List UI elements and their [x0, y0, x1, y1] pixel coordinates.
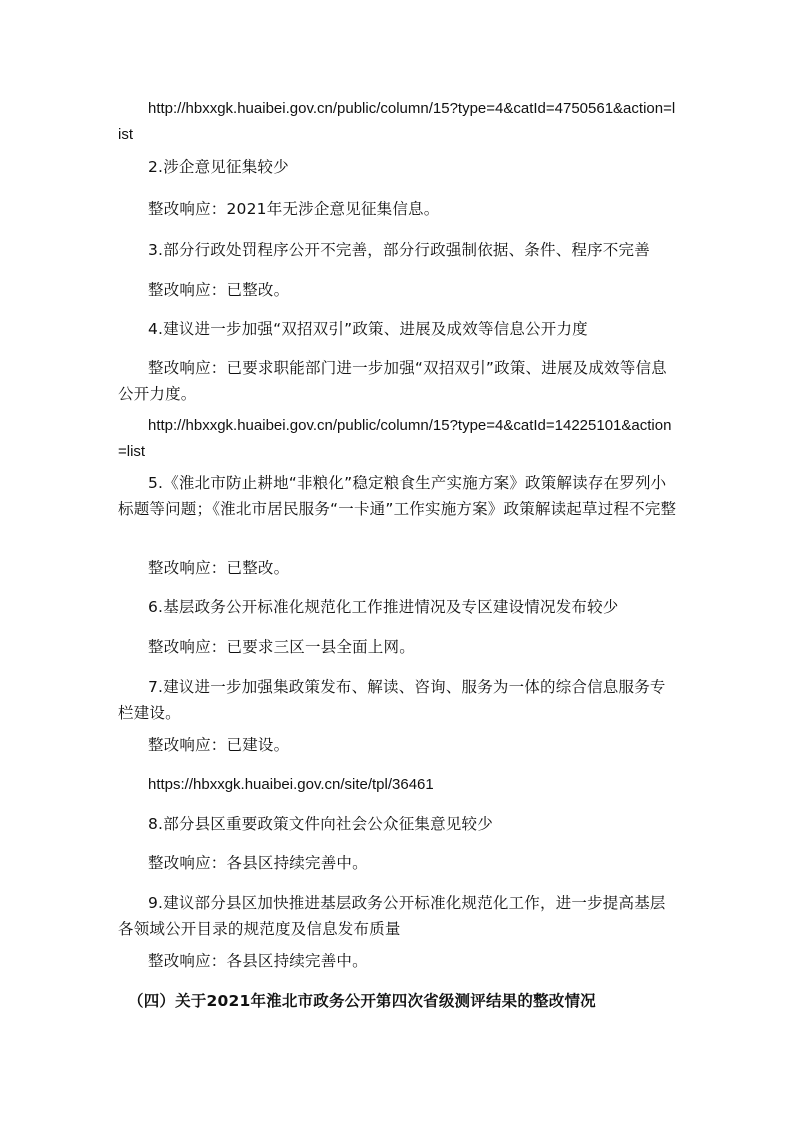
issue-item: 4.建议进一步加强“双招双引”政策、进展及成效等信息公开力度	[148, 320, 588, 338]
rectification-response: 整改响应：已要求职能部门进一步加强“双招双引”政策、进展及成效等信息公开力度。	[118, 359, 667, 403]
issue-item: 9.建议部分县区加快推进基层政务公开标准化规范化工作，进一步提高基层各领域公开目录的规范度及信息发布质量	[118, 894, 666, 938]
rectification-response: 整改响应：各县区持续完善中。	[148, 854, 368, 872]
rectification-response: 整改响应：2021年无涉企意见征集信息。	[148, 200, 440, 218]
url-paragraph[interactable]: http://hbxxgk.huaibei.gov.cn/public/column/15?type=4&catId=4750561&action=list	[118, 100, 676, 143]
issue-item: 3.部分行政处罚程序公开不完善，部分行政强制依据、条件、程序不完善	[148, 241, 650, 259]
issue-item: 8.部分县区重要政策文件向社会公众征集意见较少	[148, 815, 493, 833]
issue-item: 6.基层政务公开标准化规范化工作推进情况及专区建设情况发布较少	[148, 598, 619, 616]
rectification-response: 整改响应：已整改。	[148, 281, 290, 299]
issue-item: 7.建议进一步加强集政策发布、解读、咨询、服务为一体的综合信息服务专栏建设。	[118, 678, 666, 722]
url-paragraph[interactable]: http://hbxxgk.huaibei.gov.cn/public/column/15?type=4&catId=14225101&action=list	[118, 417, 672, 460]
rectification-response: 整改响应：已要求三区一县全面上网。	[148, 638, 415, 656]
rectification-response: 整改响应：已整改。	[148, 559, 290, 577]
issue-item: 2.涉企意见征集较少	[148, 158, 289, 176]
rectification-response: 整改响应：各县区持续完善中。	[148, 952, 368, 970]
url-paragraph[interactable]: https://hbxxgk.huaibei.gov.cn/site/tpl/36461	[148, 776, 434, 793]
issue-item: 5.《淮北市防止耕地“非粮化”稳定粮食生产实施方案》政策解读存在罗列小标题等问题；《淮北市居民服务“一卡通”工作实施方案》政策解读起草过程不完整	[118, 474, 677, 518]
rectification-response: 整改响应：已建设。	[148, 736, 290, 754]
section-heading: （四）关于2021年淮北市政务公开第四次省级测评结果的整改情况	[128, 992, 596, 1010]
